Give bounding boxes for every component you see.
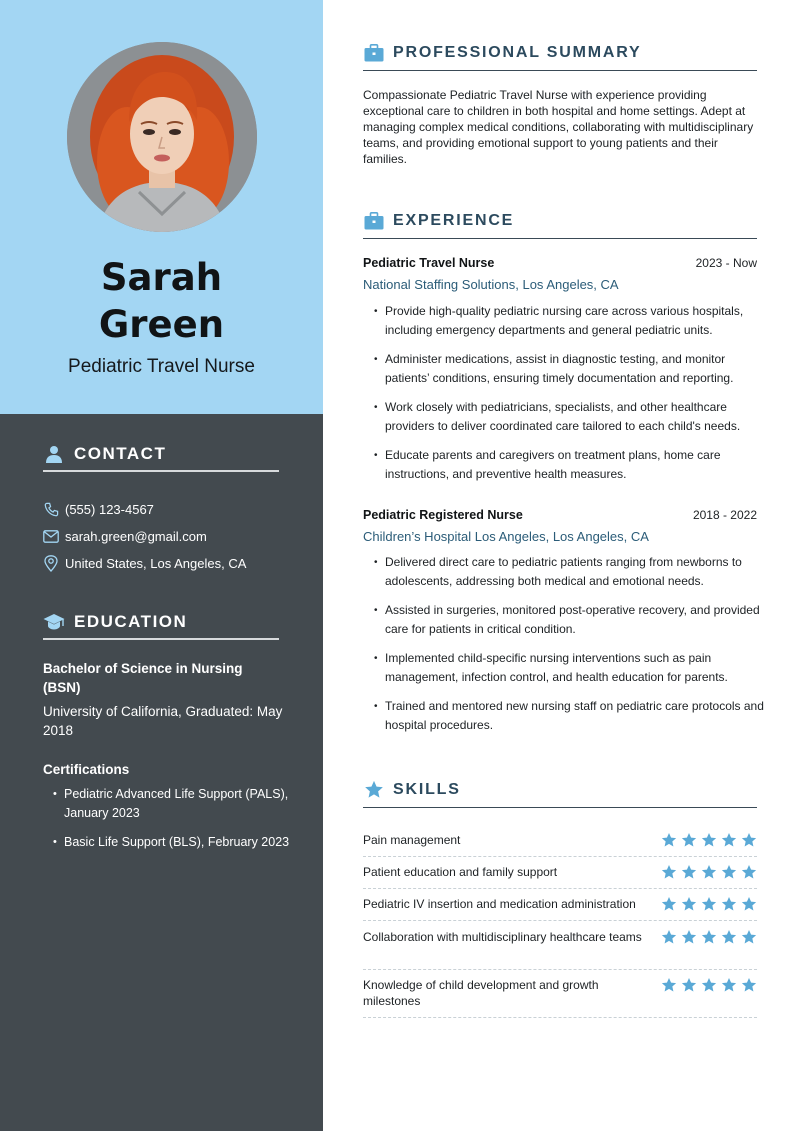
rating-star-icon (701, 929, 717, 945)
skill-rating (661, 929, 757, 945)
rating-star-icon (741, 864, 757, 880)
job-organization: National Staffing Solutions, Los Angeles, CA (363, 277, 619, 292)
skills-heading (363, 778, 757, 808)
skill-rating (661, 864, 757, 880)
job-title: Pediatric Travel Nurse (363, 256, 495, 270)
job-dates: 2023 - Now (695, 256, 757, 270)
rating-star-icon (721, 864, 737, 880)
phone-row[interactable] (43, 501, 154, 517)
skill-row (363, 929, 757, 970)
profile-header (0, 0, 323, 414)
user-icon (43, 443, 65, 465)
certifications-title: Certifications (43, 762, 130, 777)
skill-name: Pediatric IV insertion and medication administration (363, 897, 636, 911)
rating-star-icon (701, 896, 717, 912)
rating-star-icon (741, 832, 757, 848)
rating-star-icon (701, 832, 717, 848)
rating-star-icon (681, 832, 697, 848)
certification-item: • Basic Life Support (BLS), February 2023 (64, 833, 304, 852)
job-bullet: • Delivered direct care to pediatric patients ranging from newborns to adolescents, addressing both medical and emotional needs. (385, 553, 770, 591)
job-title: Pediatric Registered Nurse (363, 508, 523, 522)
phone-text: (555) 123-4567 (65, 501, 154, 517)
rating-star-icon (741, 929, 757, 945)
rating-star-icon (701, 977, 717, 993)
certification-item: • Pediatric Advanced Life Support (PALS), January 2023 (64, 785, 304, 823)
first-name: Sarah (100, 256, 223, 299)
job-bullet: • Trained and mentored new nursing staff on pediatric care protocols and hospital procedures. (385, 697, 770, 735)
left-column (0, 0, 323, 1131)
skill-name: Patient education and family support (363, 865, 558, 879)
skill-name: Collaboration with multidisciplinary healthcare teams (363, 930, 642, 944)
job-organization: Children’s Hospital Los Angeles, Los Angeles, CA (363, 529, 649, 544)
summary-heading (363, 41, 757, 71)
rating-star-icon (681, 977, 697, 993)
graduation-cap-icon (43, 611, 65, 633)
education-heading (43, 612, 279, 640)
job-bullet: • Educate parents and caregivers on treatment plans, home care instructions, and preventive health measures. (385, 446, 770, 484)
rating-star-icon (721, 832, 737, 848)
rating-star-icon (721, 896, 737, 912)
job-bullet: • Provide high-quality pediatric nursing care across various hospitals, including emergency departments and general pediatric units. (385, 302, 770, 340)
skill-rating (661, 896, 757, 912)
last-name: Green (98, 303, 225, 346)
rating-star-icon (701, 864, 717, 880)
job-bullet: • Work closely with pediatricians, specialists, and other healthcare providers to deliver coordinated care tailored to each child's needs. (385, 398, 770, 436)
map-pin-icon (43, 555, 59, 571)
email-row[interactable] (43, 528, 207, 544)
rating-star-icon (721, 929, 737, 945)
rating-star-icon (661, 977, 677, 993)
summary-heading-text: PROFESSIONAL SUMMARY (393, 43, 642, 61)
rating-star-icon (661, 929, 677, 945)
job-bullet: • Assisted in surgeries, monitored post-operative recovery, and provided care for patients in critical condition. (385, 601, 770, 639)
mail-icon (43, 528, 59, 544)
degree: Bachelor of Science in Nursing (BSN) (43, 661, 243, 695)
skill-rating (661, 832, 757, 848)
skill-rating (661, 977, 757, 993)
rating-star-icon (681, 896, 697, 912)
portrait-illustration (67, 42, 257, 232)
education-heading-text: EDUCATION (74, 612, 188, 631)
profile-photo (67, 42, 257, 232)
star-icon (363, 779, 385, 801)
rating-star-icon (741, 977, 757, 993)
job-dates: 2018 - 2022 (692, 508, 757, 522)
skill-row (363, 864, 757, 889)
contact-heading-text: CONTACT (74, 444, 167, 463)
skill-name: Knowledge of child development and growth milestones (363, 978, 599, 1008)
phone-icon (43, 501, 59, 517)
email-text: sarah.green@gmail.com (65, 528, 207, 544)
briefcase-icon (363, 42, 385, 64)
job-bullet: • Implemented child-specific nursing interventions such as pain management, infection control, and health education for parents. (385, 649, 770, 687)
skill-row (363, 896, 757, 921)
rating-star-icon (741, 896, 757, 912)
location-text: United States, Los Angeles, CA (65, 555, 247, 571)
skills-heading-text: SKILLS (393, 780, 461, 798)
experience-heading (363, 209, 757, 239)
school: University of California, Graduated: May 2018 (43, 704, 283, 738)
rating-star-icon (681, 929, 697, 945)
rating-star-icon (661, 896, 677, 912)
candidate-title: Pediatric Travel Nurse (68, 356, 255, 377)
skill-row (363, 832, 757, 857)
skill-row (363, 977, 757, 1018)
rating-star-icon (721, 977, 737, 993)
skill-name: Pain management (363, 833, 461, 847)
experience-heading-text: EXPERIENCE (393, 211, 515, 229)
rating-star-icon (661, 864, 677, 880)
summary-text: Compassionate Pediatric Travel Nurse with experience providing exceptional care to children in both hospital and home settings. Adept at managing complex medical conditions, collaborating with multidisciplinary teams, and providing emotional support to young patients and their families. (363, 88, 754, 166)
contact-heading (43, 444, 279, 472)
location-row (43, 555, 246, 571)
job-bullet: • Administer medications, assist in diagnostic testing, and monitor patients’ conditions, ensuring timely documentation and reporting. (385, 350, 770, 388)
rating-star-icon (661, 832, 677, 848)
candidate-name (0, 254, 323, 348)
rating-star-icon (681, 864, 697, 880)
briefcase-icon (363, 210, 385, 232)
